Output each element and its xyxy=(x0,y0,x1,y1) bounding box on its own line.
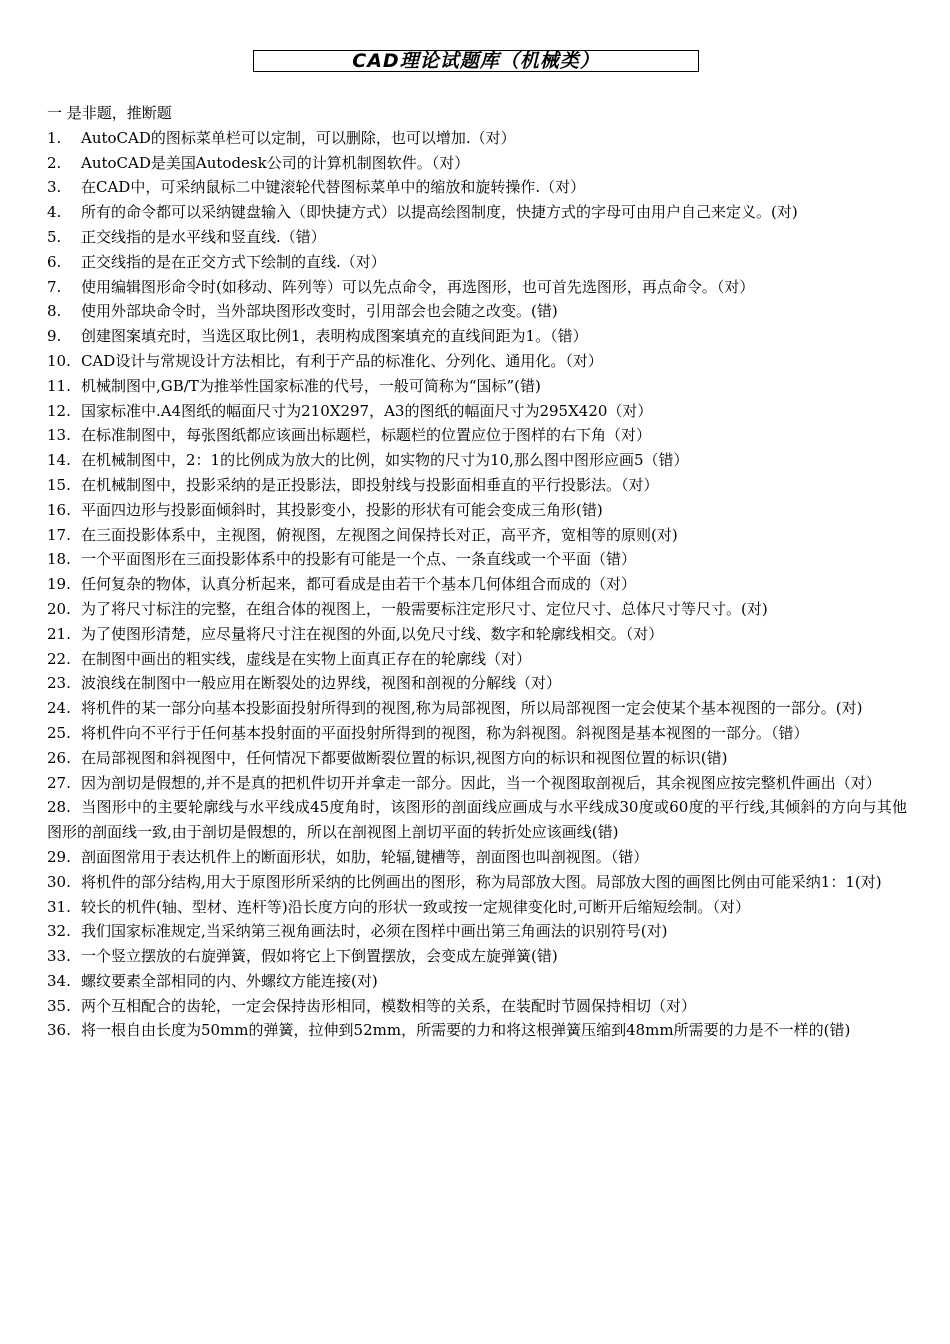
question-text: 在局部视图和斜视图中，任何情况下都要做断裂位置的标识,视图方向的标识和视图位置的标识(错) xyxy=(81,748,728,767)
question-list xyxy=(47,101,907,1043)
question-number: 2. xyxy=(47,153,62,172)
question-number: 24. xyxy=(47,699,71,718)
question-number: 13. xyxy=(47,426,71,445)
question-item xyxy=(47,845,907,870)
question-number: 34. xyxy=(47,971,71,990)
question-item xyxy=(47,919,907,944)
question-number: 22. xyxy=(47,649,71,668)
question-number: 26. xyxy=(47,748,71,767)
question-text: 为了使图形清楚，应尽量将尺寸注在视图的外面,以免尺寸线、数字和轮廓线相交。（对） xyxy=(81,624,664,643)
question-item xyxy=(47,225,907,250)
question-text: 剖面图常用于表达机件上的断面形状，如肋，轮辐,键槽等，剖面图也叫剖视图。（错） xyxy=(81,847,649,866)
section-heading: 一 是非题，推断题 xyxy=(47,104,172,122)
question-text: CAD设计与常规设计方法相比，有利于产品的标准化、分列化、通用化。（对） xyxy=(81,351,603,370)
question-number: 30. xyxy=(47,872,71,891)
question-item xyxy=(47,597,907,622)
question-item xyxy=(47,994,907,1019)
question-number: 18. xyxy=(47,550,71,569)
question-text: 创建图案填充时，当选区取比例1，表明构成图案填充的直线间距为1。（错） xyxy=(81,327,588,346)
question-item xyxy=(47,622,907,647)
question-text: 在机械制图中，2：1的比例成为放大的比例，如实物的尺寸为10,那么图中图形应画5（错） xyxy=(81,451,689,470)
question-item xyxy=(47,547,907,572)
question-text: 正交线指的是水平线和竖直线.（错） xyxy=(81,227,326,246)
question-number: 27. xyxy=(47,773,71,792)
question-item xyxy=(47,324,907,349)
question-item xyxy=(47,969,907,994)
question-text: 我们国家标准规定,当采纳第三视角画法时，必须在图样中画出第三角画法的识别符号(对) xyxy=(81,922,668,941)
question-text: 为了将尺寸标注的完整，在组合体的视图上，一般需要标注定形尺寸、定位尺寸、总体尺寸等尺寸。(对) xyxy=(81,599,768,618)
question-item xyxy=(47,448,907,473)
question-number: 29. xyxy=(47,847,71,866)
question-item xyxy=(47,1018,907,1043)
question-text: 平面四边形与投影面倾斜时，其投影变小，投影的形状有可能会变成三角形(错) xyxy=(81,500,603,519)
question-number: 32. xyxy=(47,922,71,941)
question-text: 在机械制图中，投影采纳的是正投影法，即投射线与投影面相垂直的平行投影法。（对） xyxy=(81,475,659,494)
question-item xyxy=(47,671,907,696)
question-text: 将机件的部分结构,用大于原图形所采纳的比例画出的图形，称为局部放大图。局部放大图的画图比例由可能采纳1：1(对) xyxy=(81,872,882,891)
question-item xyxy=(47,870,907,895)
document-title: CAD理论试题库（机械类） xyxy=(253,50,699,72)
question-item xyxy=(47,746,907,771)
question-number: 5. xyxy=(47,227,62,246)
question-number: 8. xyxy=(47,302,62,321)
question-number: 35. xyxy=(47,996,71,1015)
question-text: 螺纹要素全部相同的内、外螺纹方能连接(对) xyxy=(81,971,378,990)
question-item xyxy=(47,299,907,324)
question-number: 7. xyxy=(47,277,62,296)
question-item xyxy=(47,696,907,721)
question-number: 21. xyxy=(47,624,71,643)
question-text: 因为剖切是假想的,并不是真的把机件切开并拿走一部分。因此，当一个视图取剖视后，其余视图应按完整机件画出（对） xyxy=(81,773,881,792)
question-number: 25. xyxy=(47,723,71,742)
question-number: 11. xyxy=(47,376,71,395)
question-text: 正交线指的是在正交方式下绘制的直线.（对） xyxy=(81,252,386,271)
question-text: AutoCAD的图标菜单栏可以定制，可以删除，也可以增加.（对） xyxy=(81,128,516,147)
question-text: 使用外部块命令时，当外部块图形改变时，引用部会也会随之改变。(错) xyxy=(81,302,558,321)
question-number: 1. xyxy=(47,128,62,147)
question-text: 将一根自由长度为50mm的弹簧，拉伸到52mm，所需要的力和将这根弹簧压缩到48mm所需要的力是不一样的(错) xyxy=(81,1021,851,1040)
question-text: 一个竖立摆放的右旋弹簧，假如将它上下倒置摆放，会变成左旋弹簧(错) xyxy=(81,947,558,966)
question-item xyxy=(47,895,907,920)
question-item xyxy=(47,423,907,448)
question-item xyxy=(47,275,907,300)
question-text: 波浪线在制图中一般应用在断裂处的边界线，视图和剖视的分解线（对） xyxy=(81,674,562,693)
question-text: 在标准制图中，每张图纸都应该画出标题栏，标题栏的位置应位于图样的右下角（对） xyxy=(81,426,652,445)
question-item xyxy=(47,200,907,225)
question-item xyxy=(47,349,907,374)
question-item xyxy=(47,498,907,523)
question-number: 12. xyxy=(47,401,71,420)
question-number: 20. xyxy=(47,599,71,618)
question-item xyxy=(47,126,907,151)
question-number: 19. xyxy=(47,575,71,594)
question-item xyxy=(47,795,907,845)
question-text: 在制图中画出的粗实线，虚线是在实物上面真正存在的轮廓线（对） xyxy=(81,649,532,668)
question-number: 36. xyxy=(47,1021,71,1040)
question-number: 23. xyxy=(47,674,71,693)
question-number: 15. xyxy=(47,475,71,494)
question-text: 在三面投影体系中，主视图，俯视图，左视图之间保持长对正，高平齐，宽相等的原则(对) xyxy=(81,525,678,544)
question-text: 在CAD中，可采纳鼠标二中键滚轮代替图标菜单中的缩放和旋转操作.（对） xyxy=(81,178,586,197)
question-number: 6. xyxy=(47,252,62,271)
question-item xyxy=(47,572,907,597)
question-item xyxy=(47,771,907,796)
question-number: 28. xyxy=(47,798,71,817)
question-item xyxy=(47,374,907,399)
question-number: 31. xyxy=(47,897,71,916)
question-text: 国家标准中.A4图纸的幅面尺寸为210X297，A3的图纸的幅面尺寸为295X420（对） xyxy=(81,401,653,420)
question-text: 两个互相配合的齿轮，一定会保持齿形相同，模数相等的关系，在装配时节圆保持相切（对） xyxy=(81,996,697,1015)
question-text: 使用编辑图形命令时(如移动、阵列等）可以先点命令，再选图形，也可首先选图形，再点命令。（对） xyxy=(81,277,755,296)
question-item xyxy=(47,250,907,275)
question-number: 9. xyxy=(47,327,62,346)
question-text: AutoCAD是美国Autodesk公司的计算机制图软件。（对） xyxy=(81,153,470,172)
question-number: 17. xyxy=(47,525,71,544)
question-text: 任何复杂的物体，认真分析起来，都可看成是由若干个基本几何体组合而成的（对） xyxy=(81,575,637,594)
question-text: 当图形中的主要轮廓线与水平线成45度角时，该图形的剖面线应画成与水平线成30度或60度的平行线,其倾斜的方向与其他图形的剖面线一致,由于剖切是假想的，所以在剖视图上剖切平面的转折处应该画线(错) xyxy=(47,798,907,842)
question-number: 33. xyxy=(47,947,71,966)
question-text: 一个平面图形在三面投影体系中的投影有可能是一个点、一条直线或一个平面（错） xyxy=(81,550,637,569)
question-text: 较长的机件(轴、型材、连杆等)沿长度方向的形状一致或按一定规律变化时,可断开后缩短绘制。（对） xyxy=(81,897,750,916)
question-item xyxy=(47,151,907,176)
question-number: 3. xyxy=(47,178,62,197)
question-number: 16. xyxy=(47,500,71,519)
question-text: 所有的命令都可以采纳键盘输入（即快捷方式）以提高绘图制度，快捷方式的字母可由用户自己来定义。(对) xyxy=(81,203,798,222)
question-item xyxy=(47,944,907,969)
question-item xyxy=(47,721,907,746)
question-item xyxy=(47,647,907,672)
question-item xyxy=(47,175,907,200)
questions-container xyxy=(47,126,907,1043)
question-item xyxy=(47,399,907,424)
question-item xyxy=(47,523,907,548)
question-number: 14. xyxy=(47,451,71,470)
question-text: 将机件的某一部分向基本投影面投射所得到的视图,称为局部视图，所以局部视图一定会使某个基本视图的一部分。(对) xyxy=(81,699,863,718)
question-number: 10. xyxy=(47,351,71,370)
question-text: 机械制图中,GB/T为推举性国家标准的代号，一般可简称为“国标”(错) xyxy=(81,376,541,395)
question-number: 4. xyxy=(47,203,62,222)
question-text: 将机件向不平行于任何基本投射面的平面投射所得到的视图，称为斜视图。斜视图是基本视图的一部分。（错） xyxy=(81,723,809,742)
question-item xyxy=(47,473,907,498)
